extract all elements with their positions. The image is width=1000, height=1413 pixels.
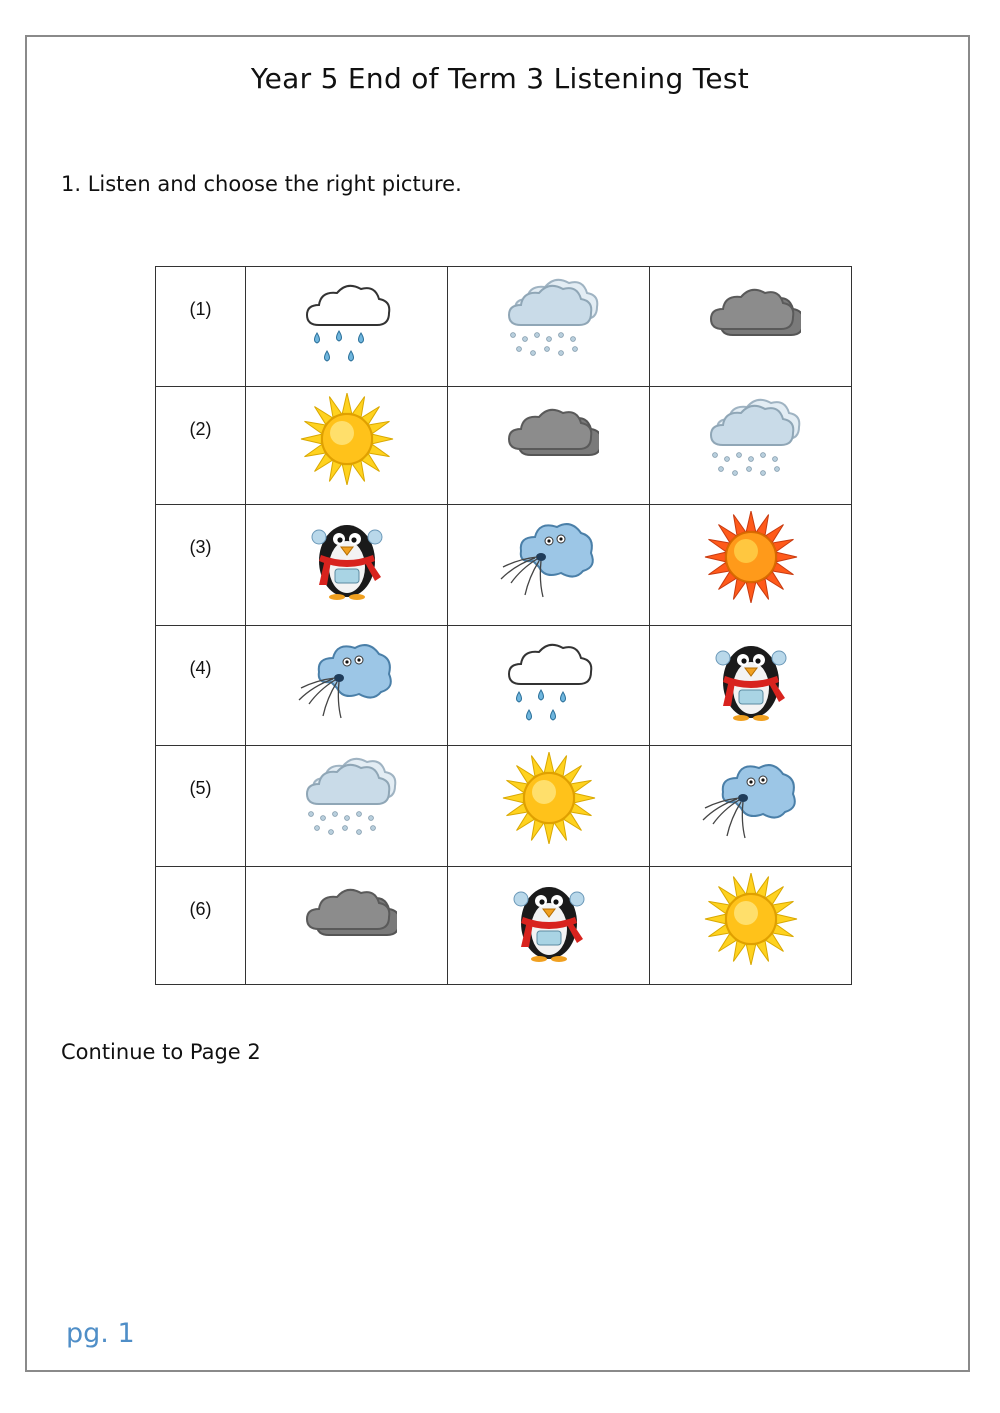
answer-option[interactable] [246,267,448,387]
row-number-cell [156,267,246,387]
answer-option[interactable] [448,505,650,626]
question-row [156,267,852,387]
row-number: (1) [189,299,212,319]
sun-icon [499,752,599,844]
picture-choice-table [155,266,852,985]
wind-cloud-icon [499,511,599,603]
cold-penguin-icon [499,873,599,965]
answer-option[interactable] [246,505,448,626]
row-number: (5) [189,778,212,798]
answer-option[interactable] [448,387,650,505]
answer-option[interactable] [246,746,448,867]
question-row [156,626,852,746]
row-number-cell [156,387,246,505]
question-row [156,387,852,505]
row-number: (3) [189,537,212,557]
page-title: Year 5 End of Term 3 Listening Test [250,62,750,95]
rain-cloud-icon [297,273,397,365]
question-row [156,505,852,626]
answer-option[interactable] [246,626,448,746]
snow-cloud-icon [701,393,801,485]
answer-option[interactable] [448,867,650,985]
question-instruction: 1. Listen and choose the right picture. [61,172,462,196]
answer-option[interactable] [448,746,650,867]
answer-option[interactable] [448,626,650,746]
hot-sun-icon [701,511,801,603]
row-number: (6) [189,899,212,919]
snow-cloud-icon [297,752,397,844]
row-number-cell [156,746,246,867]
question-row [156,867,852,985]
answer-option[interactable] [650,867,852,985]
dark-cloud-icon [499,393,599,485]
answer-option[interactable] [650,626,852,746]
wind-cloud-icon [297,632,397,724]
question-row [156,746,852,867]
answer-option[interactable] [650,267,852,387]
cold-penguin-icon [701,632,801,724]
answer-option[interactable] [448,267,650,387]
cold-penguin-icon [297,511,397,603]
row-number: (2) [189,419,212,439]
wind-cloud-icon [701,752,801,844]
answer-option[interactable] [246,387,448,505]
row-number-cell [156,626,246,746]
row-number: (4) [189,658,212,678]
answer-option[interactable] [650,746,852,867]
dark-cloud-icon [297,873,397,965]
rain-cloud-icon [499,632,599,724]
row-number-cell [156,505,246,626]
continue-note: Continue to Page 2 [61,1040,261,1064]
answer-option[interactable] [650,505,852,626]
page-number: pg. 1 [66,1318,135,1349]
sun-icon [297,393,397,485]
snow-cloud-icon [499,273,599,365]
answer-option[interactable] [650,387,852,505]
dark-cloud-icon [701,273,801,365]
answer-option[interactable] [246,867,448,985]
sun-icon [701,873,801,965]
row-number-cell [156,867,246,985]
